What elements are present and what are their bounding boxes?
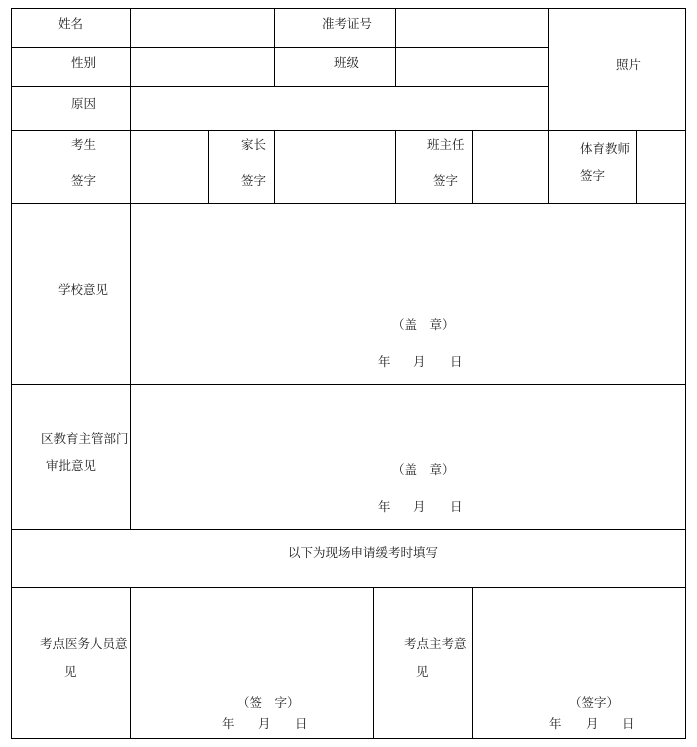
chief-examiner-date-month: 月	[586, 716, 599, 731]
border-right	[685, 8, 686, 739]
col-divider	[274, 8, 275, 87]
parent-signature-input[interactable]	[275, 131, 395, 203]
medical-date-day: 日	[295, 716, 308, 731]
pe-teacher-label: 体育教师	[580, 141, 631, 156]
district-opinion-input[interactable]	[131, 385, 685, 529]
medical-sign-label: （签 字）	[237, 695, 300, 710]
district-opinion-label-line2: 审批意见	[46, 458, 97, 473]
exam-number-input[interactable]	[396, 9, 548, 47]
district-opinion-label-line1: 区教育主管部门	[41, 431, 129, 446]
school-date-month: 月	[413, 354, 426, 369]
district-date-day: 日	[450, 499, 463, 514]
parent-sign-label: 签字	[241, 173, 267, 188]
school-seal-label: （盖 章）	[392, 317, 455, 332]
border-left	[11, 8, 12, 739]
reason-input[interactable]	[131, 87, 548, 130]
head-teacher-signature-input[interactable]	[473, 131, 548, 203]
pe-teacher-sign-label: 签字	[580, 168, 606, 183]
chief-examiner-sign-label: （签字）	[569, 695, 620, 710]
school-opinion-label: 学校意见	[58, 282, 109, 297]
chief-examiner-label-line1: 考点主考意	[404, 636, 467, 651]
gender-label: 性别	[71, 55, 97, 70]
class-label: 班级	[334, 55, 360, 70]
col-divider	[395, 130, 396, 204]
district-date-year: 年	[378, 499, 391, 514]
name-input[interactable]	[131, 9, 274, 47]
medical-opinion-label-line2: 见	[64, 664, 77, 679]
school-date-day: 日	[450, 354, 463, 369]
student-label: 考生	[71, 137, 97, 152]
student-signature-input[interactable]	[131, 131, 208, 203]
onsite-note: 以下为现场申请缓考时填写	[288, 545, 439, 560]
medical-opinion-label-line1: 考点医务人员意	[40, 636, 128, 651]
medical-date-year: 年	[222, 716, 235, 731]
name-label: 姓名	[58, 16, 84, 31]
chief-examiner-date-year: 年	[549, 716, 562, 731]
col-divider	[373, 587, 374, 739]
medical-opinion-input[interactable]	[131, 588, 373, 738]
district-date-month: 月	[413, 499, 426, 514]
reason-label: 原因	[71, 96, 97, 111]
chief-examiner-label-line2: 见	[416, 664, 429, 679]
head-teacher-label: 班主任	[427, 137, 465, 152]
medical-date-month: 月	[258, 716, 271, 731]
exam-number-label: 准考证号	[322, 16, 373, 31]
chief-examiner-opinion-input[interactable]	[473, 588, 685, 738]
border-bottom	[11, 738, 686, 739]
parent-label: 家长	[241, 137, 267, 152]
col-divider	[208, 130, 209, 204]
student-sign-label: 签字	[71, 173, 97, 188]
school-opinion-input[interactable]	[131, 204, 685, 384]
pe-teacher-signature-input[interactable]	[637, 131, 685, 203]
photo-label: 照片	[616, 57, 642, 72]
gender-input[interactable]	[131, 48, 274, 86]
school-date-year: 年	[378, 354, 391, 369]
chief-examiner-date-day: 日	[622, 716, 635, 731]
row-divider	[11, 529, 686, 530]
district-seal-label: （盖 章）	[392, 462, 455, 477]
class-input[interactable]	[396, 48, 548, 86]
head-teacher-sign-label: 签字	[433, 173, 459, 188]
